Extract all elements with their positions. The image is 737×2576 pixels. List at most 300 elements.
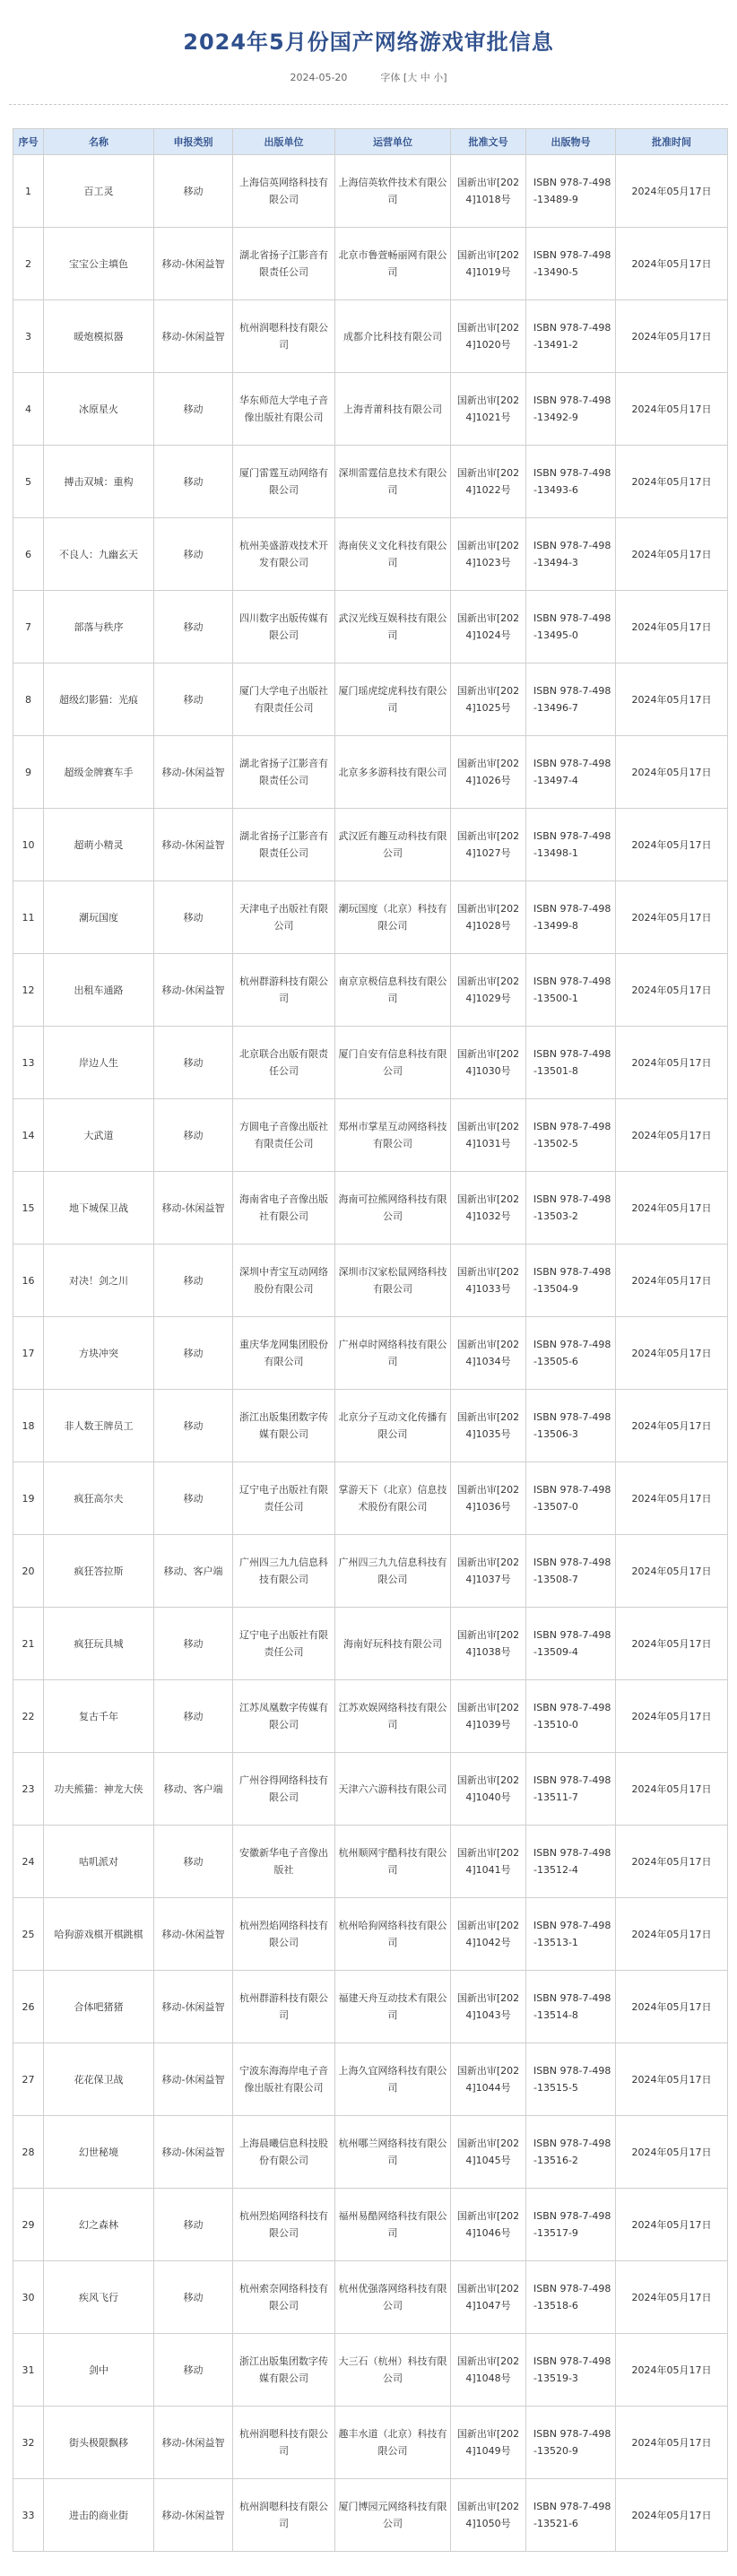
- cell-date: 2024年05月17日: [616, 1099, 728, 1172]
- cell-category: 移动: [154, 1680, 233, 1753]
- cell-category: 移动: [154, 664, 233, 736]
- cell-approval: 国新出审[2024]1049号: [451, 2407, 526, 2479]
- font-size-large-link[interactable]: [大: [403, 72, 418, 83]
- table-row: [13, 1099, 728, 1172]
- cell-approval: 国新出审[2024]1024号: [451, 591, 526, 664]
- cell-date: 2024年05月17日: [616, 591, 728, 664]
- cell-date: 2024年05月17日: [616, 1317, 728, 1390]
- table-row: [13, 1826, 728, 1898]
- cell-isbn: ISBN 978-7-498-13490-5: [526, 228, 616, 300]
- cell-date: 2024年05月17日: [616, 2189, 728, 2261]
- cell-date: 2024年05月17日: [616, 2261, 728, 2334]
- cell-date: 2024年05月17日: [616, 228, 728, 300]
- cell-operator: 成都介比科技有限公司: [335, 300, 451, 373]
- cell-isbn: ISBN 978-7-498-13521-6: [526, 2479, 616, 2552]
- cell-date: 2024年05月17日: [616, 155, 728, 228]
- cell-no: 33: [13, 2479, 44, 2552]
- cell-operator: 武汉匠有趣互动科技有限公司: [335, 809, 451, 881]
- cell-isbn: ISBN 978-7-498-13505-6: [526, 1317, 616, 1390]
- cell-name: 潮玩国度: [44, 881, 154, 954]
- cell-isbn: ISBN 978-7-498-13497-4: [526, 736, 616, 809]
- cell-operator: 上海信英软件技术有限公司: [335, 155, 451, 228]
- cell-approval: 国新出审[2024]1036号: [451, 1462, 526, 1535]
- cell-isbn: ISBN 978-7-498-13518-6: [526, 2261, 616, 2334]
- cell-no: 8: [13, 664, 44, 736]
- table-body: [13, 155, 728, 2552]
- cell-name: 幻之森林: [44, 2189, 154, 2261]
- cell-no: 28: [13, 2116, 44, 2189]
- cell-no: 2: [13, 228, 44, 300]
- cell-approval: 国新出审[2024]1042号: [451, 1898, 526, 1971]
- cell-date: 2024年05月17日: [616, 1245, 728, 1317]
- cell-isbn: ISBN 978-7-498-13502-5: [526, 1099, 616, 1172]
- cell-operator: 厦门瑶虎绽虎科技有限公司: [335, 664, 451, 736]
- cell-operator: 上海久宜网络科技有限公司: [335, 2043, 451, 2116]
- cell-no: 1: [13, 155, 44, 228]
- cell-category: 移动: [154, 1608, 233, 1680]
- cell-date: 2024年05月17日: [616, 1462, 728, 1535]
- cell-publisher: 湖北省扬子江影音有限责任公司: [233, 736, 335, 809]
- cell-publisher: 杭州烈焰网络科技有限公司: [233, 1898, 335, 1971]
- cell-publisher: 湖北省扬子江影音有限责任公司: [233, 228, 335, 300]
- cell-no: 29: [13, 2189, 44, 2261]
- cell-publisher: 杭州润嗯科技有限公司: [233, 300, 335, 373]
- cell-category: 移动-休闲益智: [154, 1172, 233, 1245]
- cell-date: 2024年05月17日: [616, 2407, 728, 2479]
- table-row: [13, 373, 728, 446]
- cell-publisher: 四川数字出版传媒有限公司: [233, 591, 335, 664]
- cell-operator: 福州易酷网络科技有限公司: [335, 2189, 451, 2261]
- cell-publisher: 天津电子出版社有限公司: [233, 881, 335, 954]
- cell-publisher: 华东师范大学电子音像出版社有限公司: [233, 373, 335, 446]
- cell-publisher: 广州四三九九信息科技有限公司: [233, 1535, 335, 1608]
- font-size-medium-link[interactable]: 中: [420, 72, 430, 83]
- page-title: 2024年5月份国产网络游戏审批信息: [183, 30, 554, 55]
- cell-category: 移动: [154, 881, 233, 954]
- cell-operator: 深圳市汉家松鼠网络科技有限公司: [335, 1245, 451, 1317]
- cell-date: 2024年05月17日: [616, 1172, 728, 1245]
- header-no: 序号: [13, 129, 44, 155]
- table-row: [13, 881, 728, 954]
- header-isbn: 出版物号: [526, 129, 616, 155]
- cell-name: 地下城保卫战: [44, 1172, 154, 1245]
- cell-category: 移动-休闲益智: [154, 228, 233, 300]
- cell-isbn: ISBN 978-7-498-13513-1: [526, 1898, 616, 1971]
- header-name: 名称: [44, 129, 154, 155]
- cell-isbn: ISBN 978-7-498-13491-2: [526, 300, 616, 373]
- title-divider: [9, 104, 728, 105]
- cell-date: 2024年05月17日: [616, 2043, 728, 2116]
- cell-name: 哈狗游戏棋开棋跳棋: [44, 1898, 154, 1971]
- cell-publisher: 江苏凤凰数字传媒有限公司: [233, 1680, 335, 1753]
- table-row: [13, 2479, 728, 2552]
- cell-approval: 国新出审[2024]1030号: [451, 1027, 526, 1099]
- cell-operator: 深圳雷霆信息技术有限公司: [335, 446, 451, 518]
- cell-category: 移动-休闲益智: [154, 1971, 233, 2043]
- table-row: [13, 2116, 728, 2189]
- font-size-small-link[interactable]: 小]: [433, 72, 447, 83]
- table-row: [13, 1680, 728, 1753]
- table-row: [13, 1245, 728, 1317]
- cell-operator: 掌游天下（北京）信息技术股份有限公司: [335, 1462, 451, 1535]
- cell-isbn: ISBN 978-7-498-13520-9: [526, 2407, 616, 2479]
- cell-approval: 国新出审[2024]1037号: [451, 1535, 526, 1608]
- cell-category: 移动: [154, 518, 233, 591]
- cell-no: 24: [13, 1826, 44, 1898]
- table-row: [13, 446, 728, 518]
- table-row: [13, 1462, 728, 1535]
- cell-no: 4: [13, 373, 44, 446]
- cell-name: 剑中: [44, 2334, 154, 2407]
- cell-approval: 国新出审[2024]1047号: [451, 2261, 526, 2334]
- table-row: [13, 664, 728, 736]
- cell-category: 移动: [154, 446, 233, 518]
- cell-name: 非人数王牌员工: [44, 1390, 154, 1462]
- cell-publisher: 杭州群游科技有限公司: [233, 954, 335, 1027]
- cell-approval: 国新出审[2024]1039号: [451, 1680, 526, 1753]
- approval-table: [13, 128, 728, 2552]
- table-row: [13, 300, 728, 373]
- cell-isbn: ISBN 978-7-498-13499-8: [526, 881, 616, 954]
- cell-publisher: 辽宁电子出版社有限责任公司: [233, 1608, 335, 1680]
- cell-category: 移动-休闲益智: [154, 2043, 233, 2116]
- table-row: [13, 1172, 728, 1245]
- cell-no: 20: [13, 1535, 44, 1608]
- cell-isbn: ISBN 978-7-498-13514-8: [526, 1971, 616, 2043]
- cell-name: 岸边人生: [44, 1027, 154, 1099]
- cell-category: 移动: [154, 1245, 233, 1317]
- cell-isbn: ISBN 978-7-498-13501-8: [526, 1027, 616, 1099]
- cell-approval: 国新出审[2024]1038号: [451, 1608, 526, 1680]
- cell-date: 2024年05月17日: [616, 1390, 728, 1462]
- cell-operator: 趣丰水道（北京）科技有限公司: [335, 2407, 451, 2479]
- table-row: [13, 1535, 728, 1608]
- cell-approval: 国新出审[2024]1020号: [451, 300, 526, 373]
- cell-category: 移动-休闲益智: [154, 954, 233, 1027]
- cell-publisher: 方圆电子音像出版社有限责任公司: [233, 1099, 335, 1172]
- cell-publisher: 杭州烈焰网络科技有限公司: [233, 2189, 335, 2261]
- cell-name: 复古千年: [44, 1680, 154, 1753]
- cell-isbn: ISBN 978-7-498-13504-9: [526, 1245, 616, 1317]
- cell-date: 2024年05月17日: [616, 881, 728, 954]
- cell-no: 31: [13, 2334, 44, 2407]
- cell-publisher: 厦门雷霆互动网络有限公司: [233, 446, 335, 518]
- cell-approval: 国新出审[2024]1021号: [451, 373, 526, 446]
- cell-category: 移动: [154, 591, 233, 664]
- cell-name: 部落与秩序: [44, 591, 154, 664]
- cell-category: 移动: [154, 1826, 233, 1898]
- cell-isbn: ISBN 978-7-498-13492-9: [526, 373, 616, 446]
- cell-isbn: ISBN 978-7-498-13495-0: [526, 591, 616, 664]
- font-size-switcher: [380, 72, 447, 83]
- table-row: [13, 2189, 728, 2261]
- table-row: [13, 591, 728, 664]
- cell-approval: 国新出审[2024]1019号: [451, 228, 526, 300]
- cell-name: 疯狂玩具城: [44, 1608, 154, 1680]
- cell-category: 移动-休闲益智: [154, 809, 233, 881]
- cell-name: 合体吧猪猪: [44, 1971, 154, 2043]
- header-approval: 批准文号: [451, 129, 526, 155]
- table-row: [13, 1753, 728, 1826]
- cell-operator: 广州卓时网络科技有限公司: [335, 1317, 451, 1390]
- cell-no: 22: [13, 1680, 44, 1753]
- cell-publisher: 上海信英网络科技有限公司: [233, 155, 335, 228]
- cell-date: 2024年05月17日: [616, 2334, 728, 2407]
- cell-approval: 国新出审[2024]1043号: [451, 1971, 526, 2043]
- cell-publisher: 浙江出版集团数字传媒有限公司: [233, 2334, 335, 2407]
- cell-approval: 国新出审[2024]1025号: [451, 664, 526, 736]
- cell-publisher: 海南省电子音像出版社有限公司: [233, 1172, 335, 1245]
- cell-publisher: 辽宁电子出版社有限责任公司: [233, 1462, 335, 1535]
- table-row: [13, 2334, 728, 2407]
- cell-name: 对决！剑之川: [44, 1245, 154, 1317]
- cell-no: 9: [13, 736, 44, 809]
- cell-isbn: ISBN 978-7-498-13510-0: [526, 1680, 616, 1753]
- cell-no: 32: [13, 2407, 44, 2479]
- cell-approval: 国新出审[2024]1023号: [451, 518, 526, 591]
- cell-category: 移动: [154, 1462, 233, 1535]
- cell-approval: 国新出审[2024]1045号: [451, 2116, 526, 2189]
- cell-name: 冰原星火: [44, 373, 154, 446]
- cell-operator: 杭州哈狗网络科技有限公司: [335, 1898, 451, 1971]
- cell-operator: 北京分子互动文化传播有限公司: [335, 1390, 451, 1462]
- cell-no: 18: [13, 1390, 44, 1462]
- table-row: [13, 1317, 728, 1390]
- cell-operator: 潮玩国度（北京）科技有限公司: [335, 881, 451, 954]
- header-category: 申报类别: [154, 129, 233, 155]
- header-publisher: 出版单位: [233, 129, 335, 155]
- cell-name: 疯狂答拉斯: [44, 1535, 154, 1608]
- cell-operator: 杭州顺网宇酷科技有限公司: [335, 1826, 451, 1898]
- cell-name: 超萌小精灵: [44, 809, 154, 881]
- cell-category: 移动: [154, 1027, 233, 1099]
- cell-isbn: ISBN 978-7-498-13507-0: [526, 1462, 616, 1535]
- cell-publisher: 湖北省扬子江影音有限责任公司: [233, 809, 335, 881]
- cell-category: 移动-休闲益智: [154, 2407, 233, 2479]
- cell-publisher: 厦门大学电子出版社有限责任公司: [233, 664, 335, 736]
- cell-operator: 海南可拉熊网络科技有限公司: [335, 1172, 451, 1245]
- table-row: [13, 2261, 728, 2334]
- cell-approval: 国新出审[2024]1031号: [451, 1099, 526, 1172]
- cell-approval: 国新出审[2024]1018号: [451, 155, 526, 228]
- cell-date: 2024年05月17日: [616, 1898, 728, 1971]
- cell-operator: 天津六六游科技有限公司: [335, 1753, 451, 1826]
- cell-category: 移动: [154, 2261, 233, 2334]
- table-row: [13, 1608, 728, 1680]
- cell-publisher: 广州谷得网络科技有限公司: [233, 1753, 335, 1826]
- cell-publisher: 杭州润嗯科技有限公司: [233, 2479, 335, 2552]
- cell-publisher: 深圳中青宝互动网络股份有限公司: [233, 1245, 335, 1317]
- cell-operator: 海南侠义文化科技有限公司: [335, 518, 451, 591]
- cell-no: 30: [13, 2261, 44, 2334]
- table-row: [13, 518, 728, 591]
- cell-category: 移动-休闲益智: [154, 2116, 233, 2189]
- cell-no: 25: [13, 1898, 44, 1971]
- cell-date: 2024年05月17日: [616, 446, 728, 518]
- cell-name: 百工灵: [44, 155, 154, 228]
- cell-date: 2024年05月17日: [616, 518, 728, 591]
- cell-approval: 国新出审[2024]1044号: [451, 2043, 526, 2116]
- cell-operator: 江苏欢娱网络科技有限公司: [335, 1680, 451, 1753]
- cell-isbn: ISBN 978-7-498-13511-7: [526, 1753, 616, 1826]
- cell-publisher: 浙江出版集团数字传媒有限公司: [233, 1390, 335, 1462]
- table-row: [13, 155, 728, 228]
- cell-operator: 厦门自安有信息科技有限公司: [335, 1027, 451, 1099]
- cell-no: 26: [13, 1971, 44, 2043]
- cell-operator: 南京京极信息科技有限公司: [335, 954, 451, 1027]
- cell-no: 13: [13, 1027, 44, 1099]
- cell-approval: 国新出审[2024]1022号: [451, 446, 526, 518]
- cell-no: 17: [13, 1317, 44, 1390]
- table-row: [13, 1390, 728, 1462]
- cell-operator: 福建天舟互动技术有限公司: [335, 1971, 451, 2043]
- cell-operator: 杭州优强落网络科技有限公司: [335, 2261, 451, 2334]
- cell-publisher: 安徽新华电子音像出版社: [233, 1826, 335, 1898]
- cell-isbn: ISBN 978-7-498-13517-9: [526, 2189, 616, 2261]
- cell-category: 移动-休闲益智: [154, 736, 233, 809]
- cell-category: 移动、客户端: [154, 1753, 233, 1826]
- cell-isbn: ISBN 978-7-498-13515-5: [526, 2043, 616, 2116]
- cell-name: 疯狂高尔夫: [44, 1462, 154, 1535]
- cell-no: 16: [13, 1245, 44, 1317]
- cell-no: 7: [13, 591, 44, 664]
- cell-date: 2024年05月17日: [616, 2479, 728, 2552]
- cell-operator: 海南好玩科技有限公司: [335, 1608, 451, 1680]
- table-row: [13, 2407, 728, 2479]
- cell-date: 2024年05月17日: [616, 664, 728, 736]
- cell-isbn: ISBN 978-7-498-13489-9: [526, 155, 616, 228]
- cell-publisher: 杭州润嗯科技有限公司: [233, 2407, 335, 2479]
- cell-no: 21: [13, 1608, 44, 1680]
- cell-name: 街头极限飘移: [44, 2407, 154, 2479]
- cell-name: 功夫熊猫：神龙大侠: [44, 1753, 154, 1826]
- cell-publisher: 重庆华龙网集团股份有限公司: [233, 1317, 335, 1390]
- article-meta: [0, 70, 737, 86]
- cell-operator: 大三石（杭州）科技有限公司: [335, 2334, 451, 2407]
- cell-approval: 国新出审[2024]1032号: [451, 1172, 526, 1245]
- cell-category: 移动: [154, 155, 233, 228]
- cell-no: 14: [13, 1099, 44, 1172]
- cell-name: 超级金牌赛车手: [44, 736, 154, 809]
- cell-publisher: 北京联合出版有限责任公司: [233, 1027, 335, 1099]
- table-row: [13, 1898, 728, 1971]
- cell-no: 6: [13, 518, 44, 591]
- cell-date: 2024年05月17日: [616, 954, 728, 1027]
- table-row: [13, 1971, 728, 2043]
- cell-name: 大武道: [44, 1099, 154, 1172]
- cell-no: 27: [13, 2043, 44, 2116]
- cell-approval: 国新出审[2024]1050号: [451, 2479, 526, 2552]
- cell-name: 暖炮模拟器: [44, 300, 154, 373]
- cell-approval: 国新出审[2024]1027号: [451, 809, 526, 881]
- cell-isbn: ISBN 978-7-498-13496-7: [526, 664, 616, 736]
- publish-date: 2024-05-20: [290, 72, 348, 83]
- cell-approval: 国新出审[2024]1028号: [451, 881, 526, 954]
- header-operator: 运营单位: [335, 129, 451, 155]
- cell-approval: 国新出审[2024]1034号: [451, 1317, 526, 1390]
- cell-name: 花花保卫战: [44, 2043, 154, 2116]
- font-size-label: 字体: [380, 72, 401, 83]
- cell-isbn: ISBN 978-7-498-13516-2: [526, 2116, 616, 2189]
- cell-date: 2024年05月17日: [616, 1753, 728, 1826]
- cell-date: 2024年05月17日: [616, 1608, 728, 1680]
- cell-category: 移动: [154, 1390, 233, 1462]
- cell-operator: 厦门博园元网络科技有限公司: [335, 2479, 451, 2552]
- cell-isbn: ISBN 978-7-498-13494-3: [526, 518, 616, 591]
- table-row: [13, 736, 728, 809]
- cell-name: 咕叽派对: [44, 1826, 154, 1898]
- cell-approval: 国新出审[2024]1035号: [451, 1390, 526, 1462]
- table-row: [13, 228, 728, 300]
- cell-date: 2024年05月17日: [616, 1027, 728, 1099]
- cell-date: 2024年05月17日: [616, 1535, 728, 1608]
- cell-operator: 上海青莆科技有限公司: [335, 373, 451, 446]
- cell-approval: 国新出审[2024]1041号: [451, 1826, 526, 1898]
- cell-isbn: ISBN 978-7-498-13503-2: [526, 1172, 616, 1245]
- cell-isbn: ISBN 978-7-498-13512-4: [526, 1826, 616, 1898]
- cell-no: 5: [13, 446, 44, 518]
- cell-approval: 国新出审[2024]1048号: [451, 2334, 526, 2407]
- cell-category: 移动-休闲益智: [154, 1898, 233, 1971]
- cell-no: 15: [13, 1172, 44, 1245]
- cell-category: 移动: [154, 1317, 233, 1390]
- table-row: [13, 1027, 728, 1099]
- cell-name: 方块冲突: [44, 1317, 154, 1390]
- cell-category: 移动-休闲益智: [154, 300, 233, 373]
- cell-date: 2024年05月17日: [616, 2116, 728, 2189]
- cell-no: 19: [13, 1462, 44, 1535]
- cell-publisher: 宁波东海海岸电子音像出版社有限公司: [233, 2043, 335, 2116]
- cell-approval: 国新出审[2024]1046号: [451, 2189, 526, 2261]
- cell-category: 移动、客户端: [154, 1535, 233, 1608]
- cell-publisher: 杭州美盛游戏技术开发有限公司: [233, 518, 335, 591]
- cell-category: 移动: [154, 373, 233, 446]
- cell-isbn: ISBN 978-7-498-13500-1: [526, 954, 616, 1027]
- cell-name: 幻世秘境: [44, 2116, 154, 2189]
- cell-isbn: ISBN 978-7-498-13493-6: [526, 446, 616, 518]
- cell-name: 不良人：九幽玄天: [44, 518, 154, 591]
- cell-no: 3: [13, 300, 44, 373]
- cell-category: 移动: [154, 2189, 233, 2261]
- cell-date: 2024年05月17日: [616, 809, 728, 881]
- cell-operator: 广州四三九九信息科技有限公司: [335, 1535, 451, 1608]
- cell-isbn: ISBN 978-7-498-13508-7: [526, 1535, 616, 1608]
- cell-isbn: ISBN 978-7-498-13506-3: [526, 1390, 616, 1462]
- table-row: [13, 809, 728, 881]
- table-row: [13, 2043, 728, 2116]
- cell-operator: 北京多多游科技有限公司: [335, 736, 451, 809]
- cell-approval: 国新出审[2024]1029号: [451, 954, 526, 1027]
- cell-approval: 国新出审[2024]1040号: [451, 1753, 526, 1826]
- cell-no: 23: [13, 1753, 44, 1826]
- cell-operator: 北京市鲁萱畅丽网有限公司: [335, 228, 451, 300]
- cell-isbn: ISBN 978-7-498-13509-4: [526, 1608, 616, 1680]
- cell-category: 移动: [154, 1099, 233, 1172]
- cell-name: 出租车通路: [44, 954, 154, 1027]
- cell-date: 2024年05月17日: [616, 1971, 728, 2043]
- cell-approval: 国新出审[2024]1026号: [451, 736, 526, 809]
- cell-publisher: 杭州群游科技有限公司: [233, 1971, 335, 2043]
- cell-name: 搏击双城：重构: [44, 446, 154, 518]
- cell-name: 进击的商业街: [44, 2479, 154, 2552]
- table-row: [13, 954, 728, 1027]
- cell-operator: 郑州市掌星互动网络科技有限公司: [335, 1099, 451, 1172]
- table-header-row: [13, 129, 728, 155]
- cell-isbn: ISBN 978-7-498-13519-3: [526, 2334, 616, 2407]
- cell-date: 2024年05月17日: [616, 1826, 728, 1898]
- cell-name: 超级幻影猫：光痕: [44, 664, 154, 736]
- cell-operator: 杭州哪兰网络科技有限公司: [335, 2116, 451, 2189]
